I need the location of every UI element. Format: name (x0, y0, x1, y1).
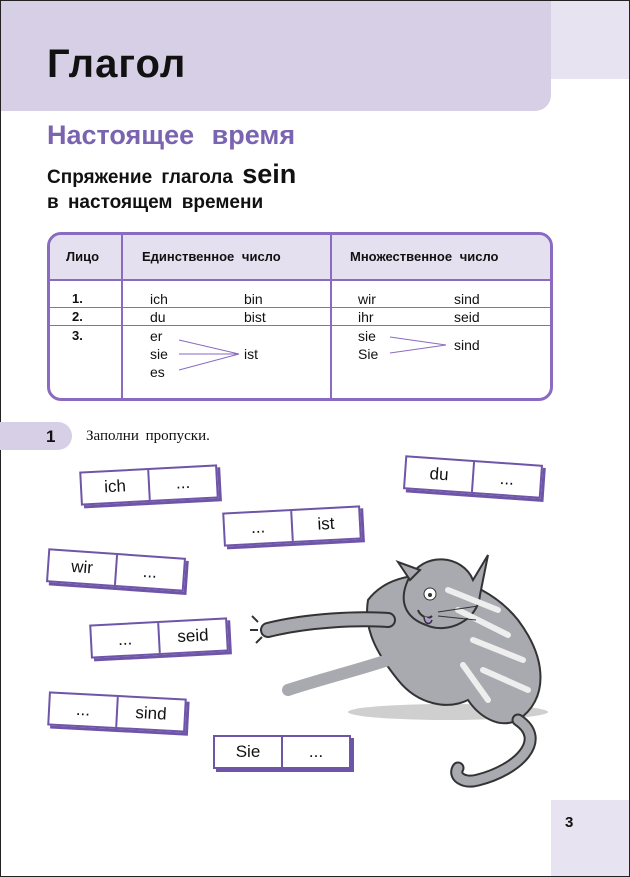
card-right: ... (281, 737, 349, 767)
header-plural: Множественное число (350, 249, 499, 264)
pl-pronoun: Sie (358, 346, 379, 362)
sg-pronoun: ich (150, 291, 168, 307)
word-card[interactable] (47, 691, 187, 732)
card-left: ... (250, 517, 266, 538)
header-corner (551, 1, 629, 79)
sg-pronoun: du (150, 309, 166, 325)
exercise-instruction: Заполни пропуски. (86, 428, 210, 444)
section-heading: Настоящее время (47, 120, 296, 150)
cat-illustration (248, 540, 558, 800)
header-singular: Единственное число (142, 249, 281, 264)
header-person: Лицо (66, 249, 100, 264)
sg-verb: bin (244, 291, 263, 307)
card-right: ist (290, 508, 359, 542)
row-divider (50, 307, 550, 308)
sg-verb: bist (244, 309, 266, 325)
subtitle-prefix: Спряжение глагола (47, 167, 233, 188)
person-number: 3. (72, 328, 83, 343)
subtitle-verb: sein (242, 159, 297, 189)
word-card[interactable] (89, 617, 229, 658)
card-right: ... (471, 462, 541, 497)
pl-verb: seid (454, 309, 480, 325)
exercise-badge (0, 422, 72, 450)
row-divider (50, 325, 550, 326)
pl-pronoun: sie (358, 328, 376, 344)
word-card[interactable] (79, 464, 219, 505)
pl-verb: sind (454, 337, 480, 353)
subtitle (47, 159, 297, 215)
sg-pronoun: sie (150, 346, 168, 362)
pl-pronoun: ihr (358, 309, 374, 325)
conjugation-table (47, 232, 553, 401)
card-left: du (429, 463, 450, 485)
bracket-lines (388, 333, 450, 357)
sg-pronoun: es (150, 364, 165, 380)
column-divider (330, 235, 332, 398)
sg-pronoun: er (150, 328, 163, 344)
card-left: Sie (235, 742, 261, 761)
subtitle-line2: в настоящем времени (47, 192, 264, 213)
card-right: ... (114, 555, 184, 590)
table-header (50, 235, 550, 281)
card-left: ich (103, 476, 127, 497)
exercise-number: 1 (46, 427, 56, 446)
card-left: wir (70, 556, 94, 578)
pl-pronoun: wir (358, 291, 376, 307)
page-number: 3 (565, 814, 574, 831)
person-number: 1. (72, 291, 83, 306)
bracket-lines (177, 336, 243, 376)
card-right: seid (157, 620, 226, 654)
card-right: ... (147, 467, 216, 501)
sg-verb: ist (244, 346, 258, 362)
pl-verb: sind (454, 291, 480, 307)
card-left: ... (75, 699, 91, 720)
page-number-tab (551, 800, 629, 876)
card-left: ... (117, 629, 133, 650)
person-number: 2. (72, 309, 83, 324)
page-title: Глагол (47, 42, 187, 86)
column-divider (121, 235, 123, 398)
card-right: sind (115, 697, 184, 731)
